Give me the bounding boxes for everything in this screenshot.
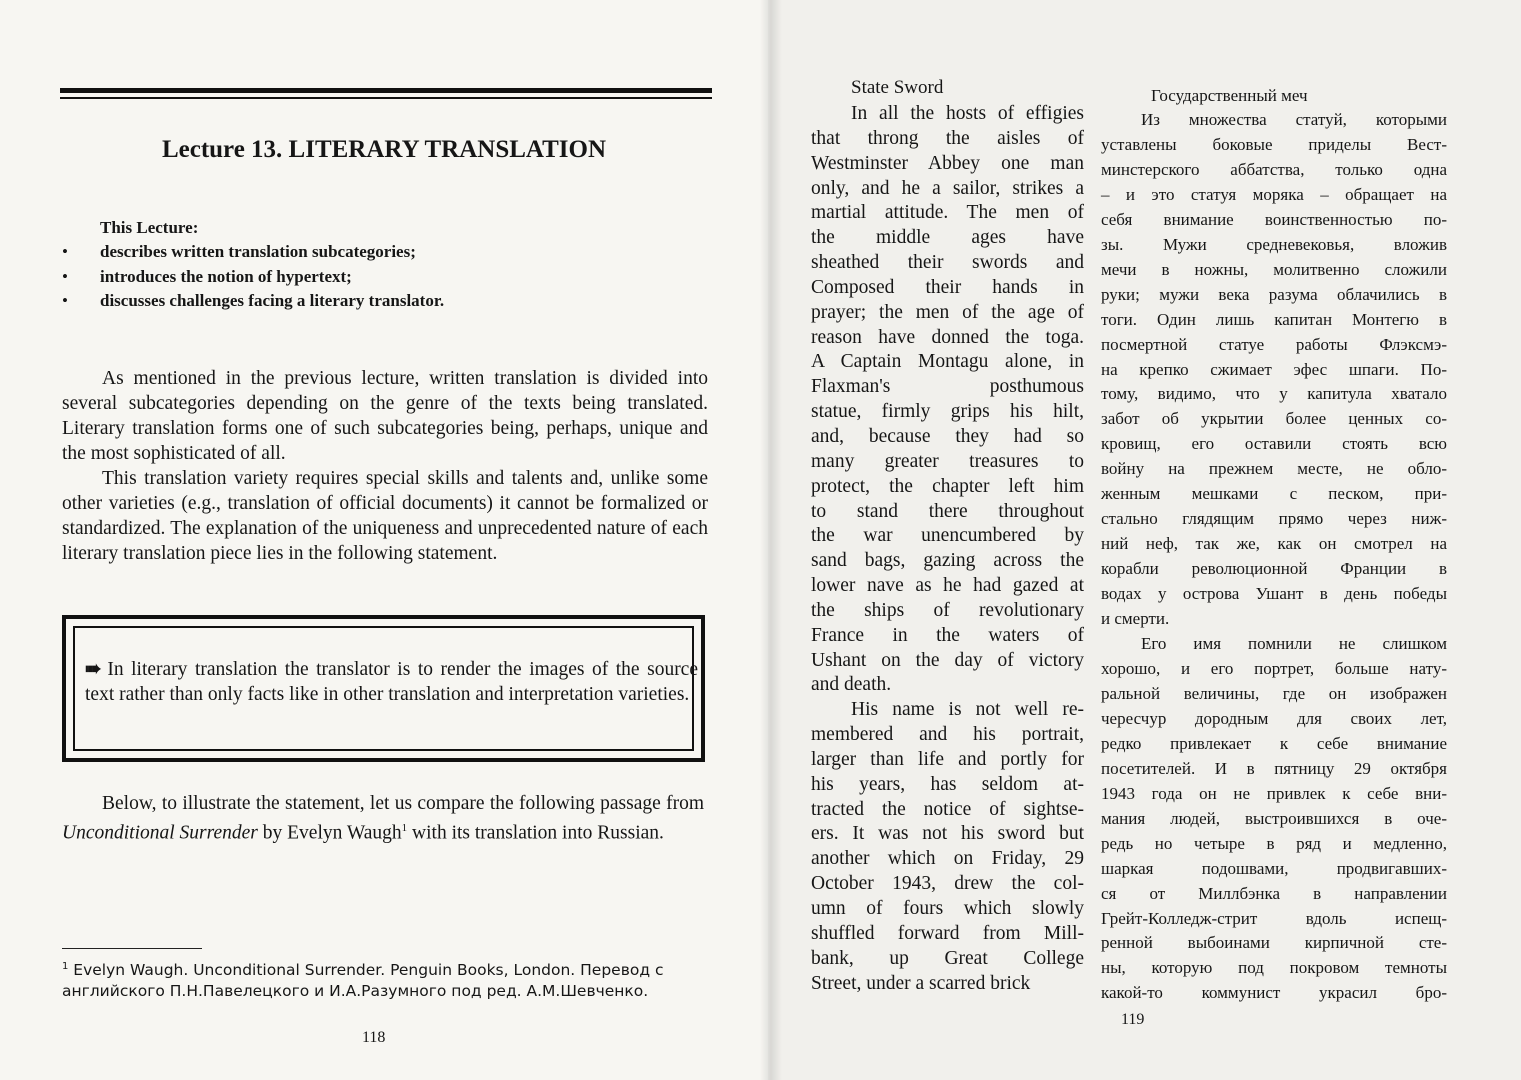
statement-content: In literary translation the translator is to render the images of the source text rather than only facts like in other translation and interpretation varieties. [85, 659, 698, 705]
english-line: the war unencumbered by [811, 525, 1084, 547]
english-line: sheathed their swords and [811, 252, 1084, 274]
english-line: tracted the notice of sightse- [811, 798, 1084, 820]
english-line: sand bags, gazing across the [811, 550, 1084, 572]
russian-line: посетителей. И в пятницу 29 октября [1101, 758, 1447, 778]
english-line: bank, up Great College [811, 947, 1084, 969]
english-heading: State Sword [851, 77, 944, 98]
english-line: to stand there throughout [811, 500, 1084, 522]
footnote-text: Evelyn Waugh. Unconditional Surrender. Penguin Books, London. Перевод с английского П.Н.Павелецкого и И.А.Разумного под ред. А.М.Шевченко. [62, 961, 664, 1001]
russian-line: на крепко сжимает эфес шпаги. По- [1101, 359, 1447, 379]
english-line: larger than life and portly for [811, 748, 1084, 770]
russian-line: зы. Мужи средневековья, вложив [1101, 234, 1447, 254]
russian-line: тоги. Один лишь капитан Монтегю в [1101, 309, 1447, 329]
english-line: reason have donned the toga. [811, 326, 1084, 348]
english-line: prayer; the men of the age of [811, 301, 1084, 323]
bullet-list [100, 240, 710, 314]
english-line: the ships of revolutionary [811, 599, 1084, 621]
russian-line: посмертной статуе работы Флэксмэ- [1101, 334, 1447, 354]
footnote [62, 956, 704, 1002]
lecture-intro: This Lecture: [100, 218, 199, 237]
russian-line: руки; мужи века разума облачились в [1101, 284, 1447, 304]
russian-line: ся от Миллбэнка в направлении [1101, 883, 1447, 903]
russian-line: ний неф, так же, как он смотрел на [1101, 534, 1447, 554]
russian-line: женным мешками с песком, при- [1101, 484, 1447, 504]
page-number-right: 119 [1121, 1011, 1145, 1028]
lecture-title: Lecture 13. LITERARY TRANSLATION [161, 136, 607, 163]
russian-line: – и это статуя моряка – обращает на [1101, 184, 1447, 204]
english-line: statue, firmly grips his hilt, [811, 401, 1084, 423]
russian-line: водах у острова Ушант в день победы [1101, 584, 1447, 604]
russian-line: войну на прежнем месте, не обло- [1101, 459, 1447, 479]
bullet-marker: • [62, 266, 68, 286]
english-line: and death. [811, 674, 892, 696]
russian-line: редь но четыре в ряд и медленно, [1101, 833, 1447, 853]
russian-line: и смерти. [1101, 609, 1170, 629]
english-line: Street, under a scarred brick [811, 972, 1031, 994]
russian-line: стально глядящим прямо через ниж- [1101, 509, 1447, 529]
russian-line: мечи в ножны, молитвенно сложили [1101, 259, 1447, 279]
english-line: only, and he a sailor, strikes a [811, 177, 1084, 199]
russian-line: ны, которую под покровом темноты [1101, 958, 1447, 978]
bullet-markers [62, 240, 68, 314]
footnote-rule [62, 948, 202, 949]
title-rule-thin [60, 97, 712, 99]
english-line: many greater treasures to [811, 450, 1084, 472]
russian-line: хорошо, и его портрет, больше нату- [1101, 658, 1447, 678]
english-line: Flaxman's posthumous [811, 376, 1084, 398]
russian-line: уставлены боковые приделы Вест- [1101, 134, 1447, 154]
russian-line: забот об укрытии более ценных со- [1101, 409, 1447, 429]
russian-line: шаркая подошвами, продвигавших- [1101, 858, 1447, 878]
russian-column [1101, 108, 1447, 1006]
english-line: In all the hosts of effigies [851, 103, 1084, 124]
statement-text [85, 657, 698, 707]
book-title: Unconditional Surrender [62, 822, 258, 844]
russian-line: 1943 года он не привлек к себе вни- [1101, 783, 1447, 803]
english-line: lower nave as he had gazed at [811, 575, 1084, 597]
paragraph-3: Below, to illustrate the statement, let us compare the following passage from Unconditional Surrender by Evelyn Waugh$^1$ with its translation into Russian. [62, 793, 704, 844]
page-number-left: 118 [362, 1029, 386, 1046]
bullet-marker: • [62, 242, 68, 261]
statement-box [62, 615, 705, 762]
russian-line: редко привлекает к себе внимание [1101, 733, 1447, 753]
english-line: and, because they had so [811, 425, 1084, 447]
english-line: France in the waters of [811, 624, 1084, 646]
english-line: ers. It was not his sword but [811, 823, 1084, 845]
russian-line: ренной выбоинами кирпичной сте- [1101, 933, 1447, 953]
arrow-icon: ➠ [85, 659, 102, 680]
title-rule-thick [60, 88, 712, 93]
english-line: martial attitude. The men of [811, 202, 1084, 224]
russian-line: кровищ, его оставили стоять всю [1101, 434, 1447, 454]
russian-line: себя внимание воинственностью по- [1101, 209, 1447, 229]
russian-line: мания людей, выстроившихся в оче- [1101, 808, 1447, 828]
english-line: October 1943, drew the col- [811, 873, 1084, 895]
bullet-item: describes written translation subcategories; [100, 242, 416, 261]
english-line: Composed their hands in [811, 276, 1084, 298]
russian-line: Грейт-Колледж-стрит вдоль испещ- [1101, 908, 1447, 928]
russian-line: Из множества статуй, которыми [1141, 110, 1447, 129]
russian-line: Его имя помнили не слишком [1141, 634, 1447, 654]
russian-line: чересчур дородным для своих лет, [1101, 708, 1447, 728]
footnote-ref: 1 [401, 822, 408, 834]
english-line: His name is not well re- [851, 699, 1084, 721]
english-line: shuffled forward from Mill- [811, 922, 1084, 944]
english-line: another which on Friday, 29 [811, 848, 1084, 870]
english-line: that throng the aisles of [811, 127, 1084, 149]
english-line: his years, has seldom at- [811, 773, 1084, 795]
footnote-mark: 1 [62, 961, 69, 972]
english-line: Westminster Abbey one man [811, 152, 1084, 174]
bullet-marker: • [62, 291, 68, 310]
russian-line: тому, видимо, что у капитула хватало [1101, 384, 1447, 404]
russian-line: корабли революционной Франции в [1101, 559, 1447, 579]
russian-line: минстерского аббатства, только одна [1101, 159, 1447, 179]
english-line: Ushant on the day of victory [811, 649, 1084, 671]
english-line: the middle ages have [811, 227, 1084, 249]
russian-line: ральной величины, где он изображен [1101, 683, 1447, 703]
paragraph-1: As mentioned in the previous lecture, written translation is divided into several subcategories depending on the genre of the texts being translated. Literary translation forms one of such subcategories being, perhaps, unique and the most sophisticated of all. [62, 368, 708, 464]
paragraph-2: This translation variety requires special skills and talents and, unlike some other varieties (e.g., translation of official documents) it cannot be formalized or standardized. The explanation of the uniqueness and unprecedented nature of each literary translation piece lies in the following statement. [62, 468, 708, 564]
russian-line: какой-то коммунист украсил бро- [1101, 983, 1447, 1003]
statement-box-inner [73, 626, 698, 751]
english-line: protect, the chapter left him [811, 475, 1084, 497]
english-line: A Captain Montagu alone, in [811, 351, 1084, 373]
bullet-item: introduces the notion of hypertext; [100, 266, 352, 286]
english-line: membered and his portrait, [811, 724, 1084, 746]
book-spine [760, 0, 782, 1080]
bullet-item: discusses challenges facing a literary translator. [100, 291, 445, 310]
russian-heading: Государственный меч [1151, 86, 1308, 105]
english-line: umn of fours which slowly [811, 898, 1084, 919]
english-column [811, 102, 1084, 996]
